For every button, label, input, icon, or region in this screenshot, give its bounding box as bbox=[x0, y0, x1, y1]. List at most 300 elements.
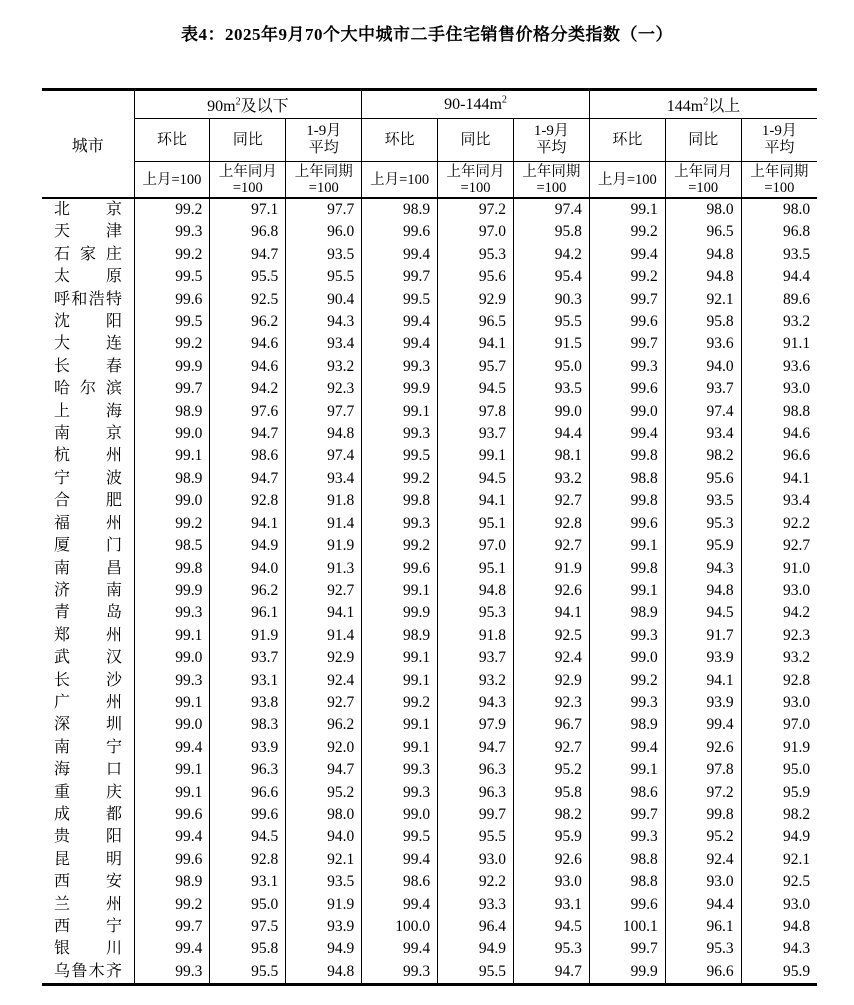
mom-base-header-2: 上月=100 bbox=[362, 162, 438, 199]
value-cell: 93.5 bbox=[665, 490, 741, 512]
value-cell: 92.0 bbox=[286, 737, 362, 759]
value-cell: 91.7 bbox=[665, 625, 741, 647]
value-cell: 94.1 bbox=[741, 468, 817, 490]
value-cell: 96.0 bbox=[286, 221, 362, 243]
table-row bbox=[42, 916, 817, 938]
value-cell: 99.7 bbox=[362, 266, 438, 288]
value-cell: 92.2 bbox=[741, 513, 817, 535]
value-cell: 99.0 bbox=[589, 647, 665, 669]
table-row bbox=[42, 513, 817, 535]
value-cell: 94.8 bbox=[665, 244, 741, 266]
city-cell bbox=[42, 826, 134, 848]
value-cell: 97.8 bbox=[665, 759, 741, 781]
value-cell: 99.2 bbox=[589, 266, 665, 288]
value-cell: 90.4 bbox=[286, 289, 362, 311]
value-cell: 95.3 bbox=[513, 938, 589, 960]
city-cell bbox=[42, 221, 134, 243]
value-cell: 94.2 bbox=[741, 602, 817, 624]
value-cell: 99.3 bbox=[589, 625, 665, 647]
value-cell: 99.6 bbox=[589, 513, 665, 535]
city-cell bbox=[42, 423, 134, 445]
city-name: 兰 州 bbox=[54, 895, 122, 913]
value-cell: 99.4 bbox=[134, 826, 210, 848]
value-cell: 95.8 bbox=[665, 311, 741, 333]
value-cell: 93.9 bbox=[286, 916, 362, 938]
value-cell: 95.8 bbox=[513, 782, 589, 804]
value-cell: 99.5 bbox=[362, 289, 438, 311]
value-cell: 93.9 bbox=[665, 692, 741, 714]
value-cell: 93.0 bbox=[513, 871, 589, 893]
table-row bbox=[42, 244, 817, 266]
city-cell bbox=[42, 333, 134, 355]
value-cell: 99.4 bbox=[589, 244, 665, 266]
value-cell: 94.8 bbox=[286, 423, 362, 445]
value-cell: 91.9 bbox=[286, 894, 362, 916]
value-cell: 97.2 bbox=[438, 198, 514, 221]
city-cell bbox=[42, 289, 134, 311]
city-name: 太 原 bbox=[54, 268, 122, 286]
value-cell: 96.4 bbox=[438, 916, 514, 938]
value-cell: 94.2 bbox=[210, 378, 286, 400]
table-row bbox=[42, 333, 817, 355]
table-row bbox=[42, 938, 817, 960]
value-cell: 92.7 bbox=[513, 737, 589, 759]
value-cell: 94.9 bbox=[286, 938, 362, 960]
value-cell: 94.0 bbox=[665, 356, 741, 378]
value-cell: 97.7 bbox=[286, 198, 362, 221]
value-cell: 94.8 bbox=[286, 961, 362, 985]
value-cell: 99.3 bbox=[134, 602, 210, 624]
value-cell: 91.9 bbox=[513, 558, 589, 580]
value-cell: 95.5 bbox=[210, 266, 286, 288]
value-cell: 91.8 bbox=[286, 490, 362, 512]
value-cell: 99.3 bbox=[362, 423, 438, 445]
city-cell bbox=[42, 602, 134, 624]
value-cell: 96.3 bbox=[438, 759, 514, 781]
value-cell: 96.3 bbox=[210, 759, 286, 781]
value-cell: 100.1 bbox=[589, 916, 665, 938]
value-cell: 97.4 bbox=[286, 445, 362, 467]
value-cell: 93.1 bbox=[210, 670, 286, 692]
value-cell: 99.3 bbox=[362, 782, 438, 804]
table-title: 表4：2025年9月70个大中城市二手住宅销售价格分类指数（一） bbox=[181, 25, 673, 44]
value-cell: 99.4 bbox=[362, 849, 438, 871]
value-cell: 99.0 bbox=[134, 714, 210, 736]
city-cell bbox=[42, 356, 134, 378]
value-cell: 99.4 bbox=[665, 714, 741, 736]
yoy-base-header-3: 上年同月 =100 bbox=[665, 162, 741, 199]
city-cell bbox=[42, 198, 134, 221]
table-row bbox=[42, 423, 817, 445]
value-cell: 93.1 bbox=[210, 871, 286, 893]
value-cell: 99.1 bbox=[589, 198, 665, 221]
value-cell: 99.1 bbox=[134, 445, 210, 467]
value-cell: 94.5 bbox=[513, 916, 589, 938]
city-cell bbox=[42, 670, 134, 692]
table-row bbox=[42, 289, 817, 311]
group-header-144-above: $144m^2$以上 bbox=[589, 90, 817, 119]
table-row bbox=[42, 692, 817, 714]
value-cell: 99.1 bbox=[134, 625, 210, 647]
city-name: 南 宁 bbox=[54, 738, 122, 756]
value-cell: 96.6 bbox=[665, 961, 741, 985]
value-cell: 96.3 bbox=[438, 782, 514, 804]
value-cell: 95.3 bbox=[665, 513, 741, 535]
city-name: 西 宁 bbox=[54, 918, 122, 935]
city-cell bbox=[42, 916, 134, 938]
city-name: 沈 阳 bbox=[54, 313, 122, 331]
avg-header-3: 1-9月 平均 bbox=[741, 119, 817, 162]
value-cell: 99.8 bbox=[665, 804, 741, 826]
city-name: 上 海 bbox=[54, 402, 122, 420]
value-cell: 95.5 bbox=[438, 826, 514, 848]
value-cell: 97.6 bbox=[210, 401, 286, 423]
city-cell bbox=[42, 849, 134, 871]
value-cell: 92.1 bbox=[286, 849, 362, 871]
value-cell: 94.7 bbox=[438, 737, 514, 759]
value-cell: 95.6 bbox=[665, 468, 741, 490]
value-cell: 99.1 bbox=[438, 445, 514, 467]
yoy-header-2: 同比 bbox=[438, 119, 514, 162]
city-name: 天 津 bbox=[54, 223, 122, 241]
city-cell bbox=[42, 445, 134, 467]
table-row bbox=[42, 356, 817, 378]
value-cell: 95.3 bbox=[438, 602, 514, 624]
value-cell: 99.7 bbox=[438, 804, 514, 826]
value-cell: 93.9 bbox=[210, 737, 286, 759]
value-cell: 94.0 bbox=[286, 826, 362, 848]
value-cell: 93.5 bbox=[286, 871, 362, 893]
value-cell: 99.1 bbox=[134, 692, 210, 714]
value-cell: 99.2 bbox=[134, 198, 210, 221]
value-cell: 94.7 bbox=[210, 423, 286, 445]
city-cell bbox=[42, 535, 134, 557]
value-cell: 91.8 bbox=[438, 625, 514, 647]
value-cell: 92.7 bbox=[286, 580, 362, 602]
city-name: 武 汉 bbox=[54, 649, 122, 667]
value-cell: 93.4 bbox=[741, 490, 817, 512]
value-cell: 94.6 bbox=[210, 356, 286, 378]
value-cell: 91.4 bbox=[286, 625, 362, 647]
value-cell: 99.5 bbox=[362, 445, 438, 467]
city-name: 乌 鲁 木 齐 bbox=[54, 962, 122, 980]
value-cell: 93.6 bbox=[665, 333, 741, 355]
yoy-header-3: 同比 bbox=[665, 119, 741, 162]
value-cell: 93.2 bbox=[438, 670, 514, 692]
value-cell: 92.4 bbox=[286, 670, 362, 692]
value-cell: 94.7 bbox=[210, 468, 286, 490]
city-cell bbox=[42, 871, 134, 893]
mom-header-2: 环比 bbox=[362, 119, 438, 162]
city-column-header: 城市 bbox=[42, 90, 134, 199]
value-cell: 98.9 bbox=[134, 871, 210, 893]
value-cell: 99.1 bbox=[362, 670, 438, 692]
value-cell: 93.2 bbox=[513, 468, 589, 490]
value-cell: 99.2 bbox=[589, 221, 665, 243]
table-row bbox=[42, 871, 817, 893]
value-cell: 98.6 bbox=[362, 871, 438, 893]
value-cell: 92.5 bbox=[741, 871, 817, 893]
value-cell: 99.0 bbox=[134, 647, 210, 669]
superscript-2: 2 bbox=[501, 94, 507, 106]
mom-base-header-1: 上月=100 bbox=[134, 162, 210, 199]
value-cell: 98.9 bbox=[134, 401, 210, 423]
value-cell: 95.8 bbox=[210, 938, 286, 960]
value-cell: 94.6 bbox=[210, 333, 286, 355]
value-cell: 94.3 bbox=[438, 692, 514, 714]
value-cell: 96.6 bbox=[741, 445, 817, 467]
value-cell: 93.7 bbox=[438, 423, 514, 445]
value-cell: 94.0 bbox=[210, 558, 286, 580]
value-cell: 94.8 bbox=[665, 580, 741, 602]
value-cell: 97.9 bbox=[438, 714, 514, 736]
mom-header-1: 环比 bbox=[134, 119, 210, 162]
value-cell: 99.4 bbox=[362, 938, 438, 960]
avg-base-header-2: 上年同期 =100 bbox=[513, 162, 589, 199]
city-cell bbox=[42, 625, 134, 647]
city-name: 杭 州 bbox=[54, 447, 122, 465]
yoy-base-header-1: 上年同月 =100 bbox=[210, 162, 286, 199]
mom-header-3: 环比 bbox=[589, 119, 665, 162]
table-row bbox=[42, 468, 817, 490]
city-name: 长 沙 bbox=[54, 671, 122, 689]
value-cell: 92.6 bbox=[513, 580, 589, 602]
city-cell bbox=[42, 558, 134, 580]
value-cell: 98.2 bbox=[741, 804, 817, 826]
value-cell: 98.0 bbox=[286, 804, 362, 826]
city-cell bbox=[42, 468, 134, 490]
table-row bbox=[42, 961, 817, 985]
city-name: 哈 尔 滨 bbox=[54, 380, 122, 398]
value-cell: 97.0 bbox=[741, 714, 817, 736]
value-cell: 99.8 bbox=[589, 445, 665, 467]
value-cell: 93.7 bbox=[438, 647, 514, 669]
value-cell: 93.8 bbox=[210, 692, 286, 714]
city-cell bbox=[42, 894, 134, 916]
table-row bbox=[42, 602, 817, 624]
value-cell: 99.4 bbox=[362, 894, 438, 916]
value-cell: 95.6 bbox=[438, 266, 514, 288]
value-cell: 99.7 bbox=[589, 804, 665, 826]
table-row bbox=[42, 198, 817, 221]
value-cell: 99.0 bbox=[362, 804, 438, 826]
value-cell: 92.3 bbox=[741, 625, 817, 647]
table-row bbox=[42, 737, 817, 759]
value-cell: 94.3 bbox=[286, 311, 362, 333]
table-row bbox=[42, 445, 817, 467]
value-cell: 93.4 bbox=[286, 333, 362, 355]
city-name: 北 京 bbox=[54, 201, 122, 218]
value-cell: 93.0 bbox=[741, 692, 817, 714]
value-cell: 94.2 bbox=[513, 244, 589, 266]
value-cell: 99.6 bbox=[362, 558, 438, 580]
value-cell: 99.7 bbox=[134, 916, 210, 938]
value-cell: 93.0 bbox=[438, 849, 514, 871]
value-cell: 99.9 bbox=[134, 356, 210, 378]
value-cell: 98.2 bbox=[665, 445, 741, 467]
value-cell: 99.2 bbox=[134, 513, 210, 535]
value-cell: 95.9 bbox=[513, 826, 589, 848]
value-cell: 92.7 bbox=[513, 490, 589, 512]
value-cell: 96.1 bbox=[665, 916, 741, 938]
table-row bbox=[42, 826, 817, 848]
value-cell: 91.5 bbox=[513, 333, 589, 355]
city-name: 呼 和 浩 特 bbox=[54, 290, 122, 308]
group-header-90-below: $90m^2$及以下 bbox=[134, 90, 362, 119]
value-cell: 99.1 bbox=[589, 580, 665, 602]
value-cell: 93.3 bbox=[438, 894, 514, 916]
value-cell: 94.5 bbox=[438, 468, 514, 490]
value-cell: 96.8 bbox=[210, 221, 286, 243]
table-container bbox=[42, 88, 854, 986]
value-cell: 92.8 bbox=[210, 849, 286, 871]
city-name: 银 川 bbox=[54, 940, 122, 958]
value-cell: 98.9 bbox=[134, 468, 210, 490]
value-cell: 99.6 bbox=[134, 289, 210, 311]
value-cell: 96.8 bbox=[741, 221, 817, 243]
value-cell: 91.4 bbox=[286, 513, 362, 535]
value-cell: 98.2 bbox=[513, 804, 589, 826]
value-cell: 91.3 bbox=[286, 558, 362, 580]
value-cell: 100.0 bbox=[362, 916, 438, 938]
value-cell: 98.3 bbox=[210, 714, 286, 736]
value-cell: 93.0 bbox=[741, 894, 817, 916]
value-cell: 94.5 bbox=[210, 826, 286, 848]
value-cell: 92.8 bbox=[513, 513, 589, 535]
value-cell: 99.9 bbox=[362, 378, 438, 400]
value-cell: 94.4 bbox=[741, 266, 817, 288]
value-cell: 91.9 bbox=[741, 737, 817, 759]
value-cell: 92.4 bbox=[665, 849, 741, 871]
value-cell: 99.1 bbox=[362, 580, 438, 602]
value-cell: 99.1 bbox=[589, 535, 665, 557]
avg-base-header-1: 上年同期 =100 bbox=[286, 162, 362, 199]
table-row bbox=[42, 670, 817, 692]
city-name: 济 南 bbox=[54, 581, 122, 599]
value-cell: 92.8 bbox=[210, 490, 286, 512]
value-cell: 95.0 bbox=[741, 759, 817, 781]
value-cell: 99.3 bbox=[362, 759, 438, 781]
value-cell: 94.1 bbox=[665, 670, 741, 692]
value-cell: 94.1 bbox=[438, 490, 514, 512]
value-cell: 92.1 bbox=[665, 289, 741, 311]
value-cell: 99.3 bbox=[362, 961, 438, 985]
value-cell: 94.1 bbox=[438, 333, 514, 355]
value-cell: 94.5 bbox=[665, 602, 741, 624]
city-cell bbox=[42, 580, 134, 602]
value-cell: 99.0 bbox=[134, 490, 210, 512]
superscript-2: 2 bbox=[235, 96, 241, 108]
value-cell: 99.2 bbox=[362, 468, 438, 490]
value-cell: 98.9 bbox=[589, 602, 665, 624]
city-name: 成 都 bbox=[54, 805, 122, 823]
value-cell: 96.1 bbox=[210, 602, 286, 624]
value-cell: 93.5 bbox=[513, 378, 589, 400]
city-name: 合 肥 bbox=[54, 492, 122, 510]
value-cell: 99.9 bbox=[134, 580, 210, 602]
value-cell: 94.9 bbox=[438, 938, 514, 960]
value-cell: 94.1 bbox=[210, 513, 286, 535]
value-cell: 95.1 bbox=[438, 558, 514, 580]
value-cell: 94.8 bbox=[741, 916, 817, 938]
value-cell: 94.5 bbox=[438, 378, 514, 400]
value-cell: 99.6 bbox=[589, 378, 665, 400]
value-cell: 97.5 bbox=[210, 916, 286, 938]
value-cell: 98.6 bbox=[210, 445, 286, 467]
value-cell: 97.8 bbox=[438, 401, 514, 423]
table-row bbox=[42, 401, 817, 423]
value-cell: 98.9 bbox=[362, 198, 438, 221]
value-cell: 99.2 bbox=[134, 244, 210, 266]
value-cell: 94.8 bbox=[665, 266, 741, 288]
mom-base-header-3: 上月=100 bbox=[589, 162, 665, 199]
value-cell: 94.7 bbox=[210, 244, 286, 266]
value-cell: 98.8 bbox=[589, 468, 665, 490]
value-cell: 98.8 bbox=[741, 401, 817, 423]
value-cell: 99.3 bbox=[362, 356, 438, 378]
value-cell: 99.2 bbox=[589, 670, 665, 692]
city-cell bbox=[42, 737, 134, 759]
city-cell bbox=[42, 782, 134, 804]
city-name: 郑 州 bbox=[54, 626, 122, 644]
city-name: 南 昌 bbox=[54, 559, 122, 577]
value-cell: 98.0 bbox=[741, 198, 817, 221]
city-name: 海 口 bbox=[54, 761, 122, 779]
value-cell: 98.8 bbox=[589, 871, 665, 893]
city-cell bbox=[42, 490, 134, 512]
table-row bbox=[42, 894, 817, 916]
value-cell: 94.1 bbox=[286, 602, 362, 624]
value-cell: 94.8 bbox=[438, 580, 514, 602]
value-cell: 99.6 bbox=[362, 221, 438, 243]
value-cell: 99.3 bbox=[362, 513, 438, 535]
value-cell: 99.4 bbox=[362, 333, 438, 355]
value-cell: 95.9 bbox=[741, 961, 817, 985]
value-cell: 96.5 bbox=[438, 311, 514, 333]
value-cell: 99.2 bbox=[134, 894, 210, 916]
value-cell: 99.7 bbox=[134, 378, 210, 400]
value-cell: 99.9 bbox=[362, 602, 438, 624]
value-cell: 99.6 bbox=[134, 849, 210, 871]
value-cell: 99.9 bbox=[589, 961, 665, 985]
table-row bbox=[42, 378, 817, 400]
value-cell: 94.4 bbox=[665, 894, 741, 916]
table-row bbox=[42, 782, 817, 804]
city-cell bbox=[42, 692, 134, 714]
value-cell: 92.1 bbox=[741, 849, 817, 871]
value-cell: 98.8 bbox=[589, 849, 665, 871]
value-cell: 93.5 bbox=[286, 244, 362, 266]
value-cell: 92.6 bbox=[513, 849, 589, 871]
value-cell: 91.0 bbox=[741, 558, 817, 580]
value-cell: 92.9 bbox=[438, 289, 514, 311]
value-cell: 93.1 bbox=[513, 894, 589, 916]
city-cell bbox=[42, 961, 134, 985]
value-cell: 93.0 bbox=[665, 871, 741, 893]
table-row bbox=[42, 580, 817, 602]
city-name: 大 连 bbox=[54, 335, 122, 353]
group-header-row bbox=[42, 90, 817, 119]
table-row bbox=[42, 558, 817, 580]
city-name: 昆 明 bbox=[54, 850, 122, 868]
value-cell: 98.9 bbox=[589, 714, 665, 736]
value-cell: 95.0 bbox=[210, 894, 286, 916]
value-cell: 99.1 bbox=[362, 737, 438, 759]
value-cell: 94.9 bbox=[741, 826, 817, 848]
value-cell: 92.5 bbox=[513, 625, 589, 647]
group-header-90-144: $90-144m^2$ bbox=[362, 90, 590, 119]
value-cell: 95.8 bbox=[513, 221, 589, 243]
